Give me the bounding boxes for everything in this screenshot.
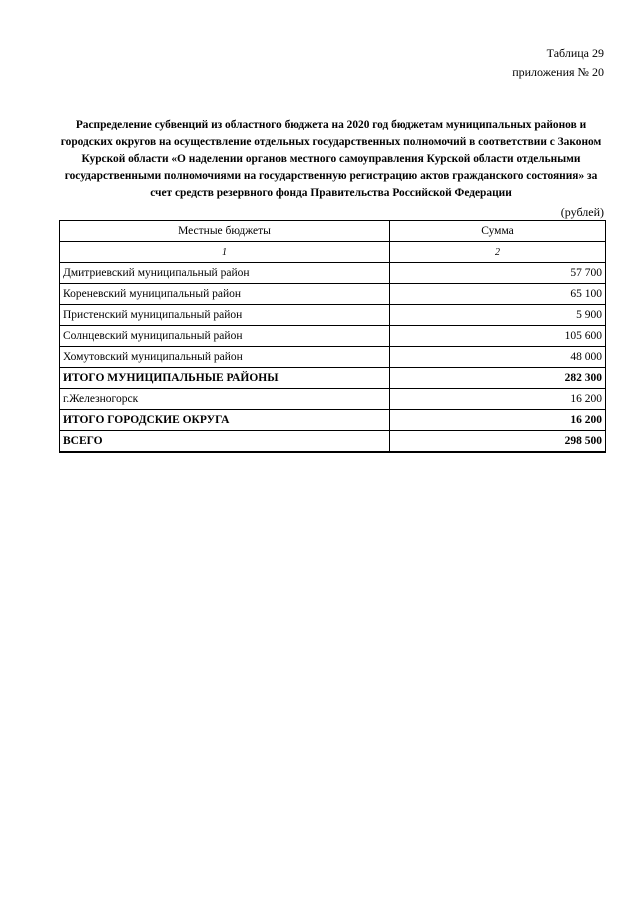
column-header-local-budgets: Местные бюджеты (60, 221, 390, 242)
table-row (60, 263, 606, 284)
appendix-number: приложения № 20 (512, 65, 604, 79)
column-index-row (60, 242, 606, 263)
grand-total-row (60, 431, 606, 453)
table-row (60, 326, 606, 347)
row-amount: 105 600 (390, 326, 606, 347)
row-amount: 57 700 (390, 263, 606, 284)
document-title: Распределение субвенций из областного бюджета на 2020 год бюджетам муниципальных районов и городских округов на осуществление отдельных государственных полномочий в соответствии с Законом Курской области «О наделении органов местного самоуправления Курской области отдельными государственными полномочиями на государственную регистрацию актов гражданского состояния» за счет средств резервного фонда Правительства Российской Федерации (60, 119, 602, 199)
table-number: Таблица 29 (546, 46, 604, 60)
row-amount: 5 900 (390, 305, 606, 326)
column-index-1: 1 (60, 242, 390, 263)
units-label: (рублей) (560, 205, 604, 219)
row-amount: 298 500 (390, 431, 606, 453)
row-name: ВСЕГО (60, 431, 390, 453)
column-index-2: 2 (390, 242, 606, 263)
row-name: Пристенский муниципальный район (60, 305, 390, 326)
table-row (60, 284, 606, 305)
row-amount: 16 200 (390, 389, 606, 410)
table-header-row (60, 221, 606, 242)
row-name: Хомутовский муниципальный район (60, 347, 390, 368)
row-name: г.Железногорск (60, 389, 390, 410)
row-name: Солнцевский муниципальный район (60, 326, 390, 347)
row-name: Дмитриевский муниципальный район (60, 263, 390, 284)
row-amount: 48 000 (390, 347, 606, 368)
row-name: ИТОГО ГОРОДСКИЕ ОКРУГА (60, 410, 390, 431)
subsidy-distribution-table (59, 220, 606, 453)
subtotal-row-city-districts (60, 410, 606, 431)
row-name: ИТОГО МУНИЦИПАЛЬНЫЕ РАЙОНЫ (60, 368, 390, 389)
row-amount: 282 300 (390, 368, 606, 389)
document-header-reference (512, 44, 604, 82)
table-row (60, 389, 606, 410)
row-name: Кореневский муниципальный район (60, 284, 390, 305)
row-amount: 16 200 (390, 410, 606, 431)
table-row (60, 347, 606, 368)
subtotal-row-municipal-districts (60, 368, 606, 389)
column-header-amount: Сумма (390, 221, 606, 242)
row-amount: 65 100 (390, 284, 606, 305)
table-row (60, 305, 606, 326)
